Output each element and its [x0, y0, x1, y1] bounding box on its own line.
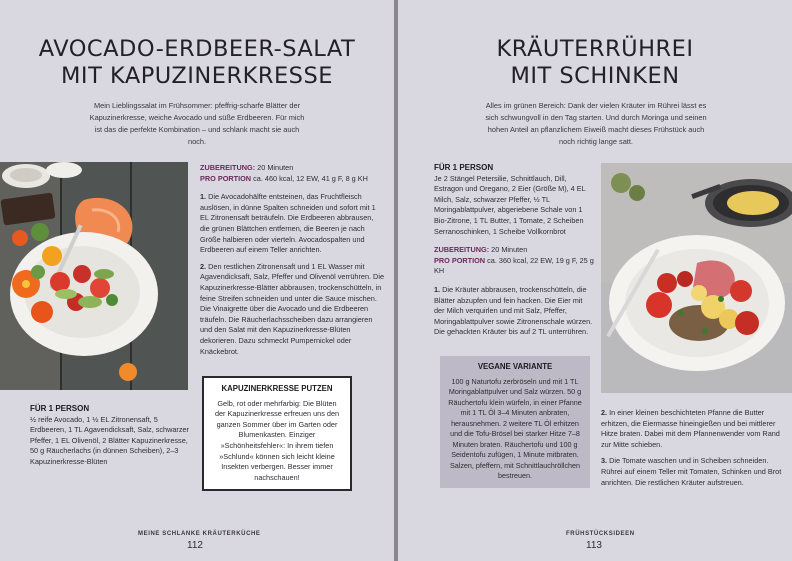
portion-label: PRO PORTION [434, 255, 486, 265]
nutrition-info [434, 245, 594, 277]
step-1-text: Die Avocadohälfte entsteinen, das Fruchtfleisch auslösen, in dünne Spalten schneiden und sofort mit 1 EL Zitronensaft beträufeln. Die Erdbeeren abbrausen, die grünen Blättchen entfernen, die Beeren je nach Größe halbieren oder vierteln. Avocadospalten und Erdbeeren auf einem Teller anrichten. [200, 192, 376, 255]
intro-text: Mein Lieblingssalat im Frühsommer: pfeffrig-scharfe Blätter der Kapuzinerkresse, weiche Avocado und süße Erdbeeren. Für mich ist das die perfekte Kombination – und schlank macht sie auch noch. [89, 101, 305, 146]
page-number-left: 112 [187, 540, 203, 551]
page-number-right: 113 [586, 540, 602, 551]
nutrition-info [200, 163, 384, 184]
step-3-text: Die Tomate waschen und in Scheiben schneiden. Rührei auf einem Teller mit Tomaten, Schinken und Brot anrichten. Die restlichen Kräuter aufstreuen. [601, 456, 782, 487]
scrambled-egg-illustration [601, 163, 792, 393]
step-2: 2. In einer kleinen beschichteten Pfanne die Butter erhitzen, die Eiermasse hineingießen und bei mittlerer Hitze braten. Dabei mit dem Pfannenwender vom Rand zur Mitte schieben. [601, 408, 780, 449]
step-1: 1. Die Kräuter abbrausen, trockenschütteln, die Blätter abzupfen und fein hacken. Die Eier mit der Milch verquirlen und mit Salz, Pfeffer, Moringablattpulver sowie Zitronenschale würzen. Die gehackten Kräuter bis auf 2 TL unterrühren. [434, 284, 593, 337]
tip-box-title: KAPUZINERKRESSE PUTZEN [221, 384, 333, 393]
salad-photo [0, 162, 188, 390]
vegan-box-text: 100 g Naturtofu zerbröseln und mit 1 TL Moringablattpulver und Salz würzen. 50 g Räuchertofu klein würfeln, in einer Pfanne mit 1 TL Öl 3–4 Minuten anbraten, herausnehmen. 2 weitere TL Öl erhitzen und die Tofu-Brösel bei starker Hitze 7–8 Minuten braten. Räuchertofu und 100 g Seidentofu zufügen, 1 Minute mitbraten. Salzen, pfeffern, mit Schnittlauchröllchen bestreuen. [448, 376, 582, 480]
step-3: 3. Die Tomate waschen und in Scheiben schneiden. Rührei auf einem Teller mit Tomaten, Schinken und Brot anrichten. Die restlichen Kräuter aufstreuen. [601, 456, 782, 487]
step-2-text: Den restlichen Zitronensaft und 1 EL Wasser mit Agavendicksaft, Salz, Pfeffer und Olivenöl verrühren. Die Kapuzinerkresse-Blätter abbrausen, trockenschütteln, in feine Streifen schneiden und unter die Sauce mischen. Die Vinaigrette über die Avocado und die Erdbeeren träufeln. Die Räucherlachsscheiben dazu arrangieren und den Salat mit den Kapuzinerkresse-Blüten dekorieren. Dazu schmeckt Pumpernickel oder Knäckebrot. [200, 261, 385, 356]
title-line-2: MIT SCHINKEN [510, 63, 680, 89]
right-page [398, 0, 792, 561]
prep-label: ZUBEREITUNG: [200, 163, 256, 172]
step-1: 1. Die Avocadohälfte entsteinen, das Fruchtfleisch auslösen, in dünne Spalten schneiden und sofort mit 1 EL Zitronensaft beträufeln. Die Erdbeeren abbrausen, die grünen Blättchen entfernen, die Beeren je nach Größe halbieren oder vierteln. Avocadospalten und Erdbeeren auf einem Teller anrichten. [200, 192, 376, 255]
vegan-box-title: VEGANE VARIANTE [477, 362, 553, 371]
portion-label: PRO PORTION [200, 173, 252, 183]
step-2: 2. Den restlichen Zitronensaft und 1 EL Wasser mit Agavendicksaft, Salz, Pfeffer und Olivenöl verrühren. Die Kapuzinerkresse-Blätter abbrausen, trockenschütteln, in feine Streifen schneiden und unter die Sauce mischen. Die Vinaigrette über die Avocado und die Erdbeeren träufeln. Die Räucherlachsscheiben dazu arrangieren und den Salat mit den Kapuzinerkresse-Blüten dekorieren. Dazu schmeckt Pumpernickel oder Knäckebrot. [200, 261, 385, 356]
prep-value: 20 Minuten [257, 163, 294, 172]
recipe-body-left [200, 163, 384, 363]
portion-value: ca. 360 kcal, 22 EW, 19 g F, 25 g KH [434, 255, 594, 276]
left-page [0, 0, 394, 561]
prep-value: 20 Minuten [491, 245, 528, 255]
ingredients-header: FÜR 1 PERSON [30, 404, 90, 413]
tip-box [202, 376, 352, 491]
recipe-title [20, 36, 374, 90]
recipe-steps-right [601, 408, 785, 494]
step-1-text: Die Kräuter abbrausen, trockenschütteln, die Blätter abzupfen und fein hacken. Die Eier mit der Milch verquirlen und mit Salz, Pfeffer, Moringablattpulver sowie Zitronenschale würzen. Die gehackten Kräuter bis auf 2 TL unterrühren. [434, 284, 593, 337]
ingredients-left [30, 404, 190, 468]
ingredients-text: Je 2 Stängel Petersilie, Schnittlauch, Dill, Estragon und Oregano, 2 Eier (Größe M), 4 EL Milch, Salz, schwarzer Pfeffer, ½ TL Moringablattpulver, abgeriebene Schale von 1 Bio-Zitrone, 1 TL Butter, 1 Tomate, 2 Scheiben Serranoschinken, 1 Scheibe Vollkornbrot [434, 173, 586, 236]
title-line-1: KRÄUTERRÜHREI [496, 36, 694, 62]
footer-right-label: FRÜHSTÜCKSIDEEN [566, 531, 635, 537]
salad-illustration [0, 162, 188, 390]
prep-label: ZUBEREITUNG: [434, 245, 490, 255]
footer-left-label: MEINE SCHLANKE KRÄUTERKÜCHE [138, 531, 261, 537]
step-2-text: In einer kleinen beschichteten Pfanne die Butter erhitzen, die Eiermasse hineingießen und bei mittlerer Hitze braten. Dabei mit dem Pfannenwender vom Rand zur Mitte schieben. [601, 408, 780, 449]
title-line-1: AVOCADO-ERDBEER-SALAT [38, 36, 356, 62]
title-line-2: MIT KAPUZINERKRESSE [61, 63, 333, 89]
ingredients-text: ½ reife Avocado, 1 ½ EL Zitronensaft, 5 Erdbeeren, 1 TL Agavendicksaft, Salz, schwarzer Pfeffer, 1 EL Olivenöl, 2 Blätter Kapuzinerkresse, 50 g Räucherlachs (in dünnen Scheiben), 2–3 Kapuzinerkresse-Blüten [30, 414, 189, 466]
tip-box-text: Gelb, rot oder mehrfarbig: Die Blüten der Kapuzinerkresse erfreuen uns den ganzen Sommer über im Garten oder Blumenkasten. Einziger »Schönheitsfehler«: In ihrem tiefen »Schlund« können sich leicht kleine Insekten verbergen. Besser immer nachschauen! [214, 398, 340, 482]
ingredients-header: FÜR 1 PERSON [434, 163, 494, 172]
vegan-box [440, 356, 590, 488]
recipe-body-right [434, 163, 594, 344]
portion-value: ca. 460 kcal, 12 EW, 41 g F, 8 g KH [253, 173, 368, 183]
scrambled-egg-photo [601, 163, 792, 393]
intro-text: Alles im grünen Bereich: Dank der vielen Kräuter im Rührei lässt es sich schwungvoll in den Tag starten. Und durch Moringa und seinen hohen Anteil an pflanzlichem Eiweiß macht dieses Frühstück auch noch richtig lange satt. [485, 101, 707, 146]
recipe-title [418, 36, 772, 90]
